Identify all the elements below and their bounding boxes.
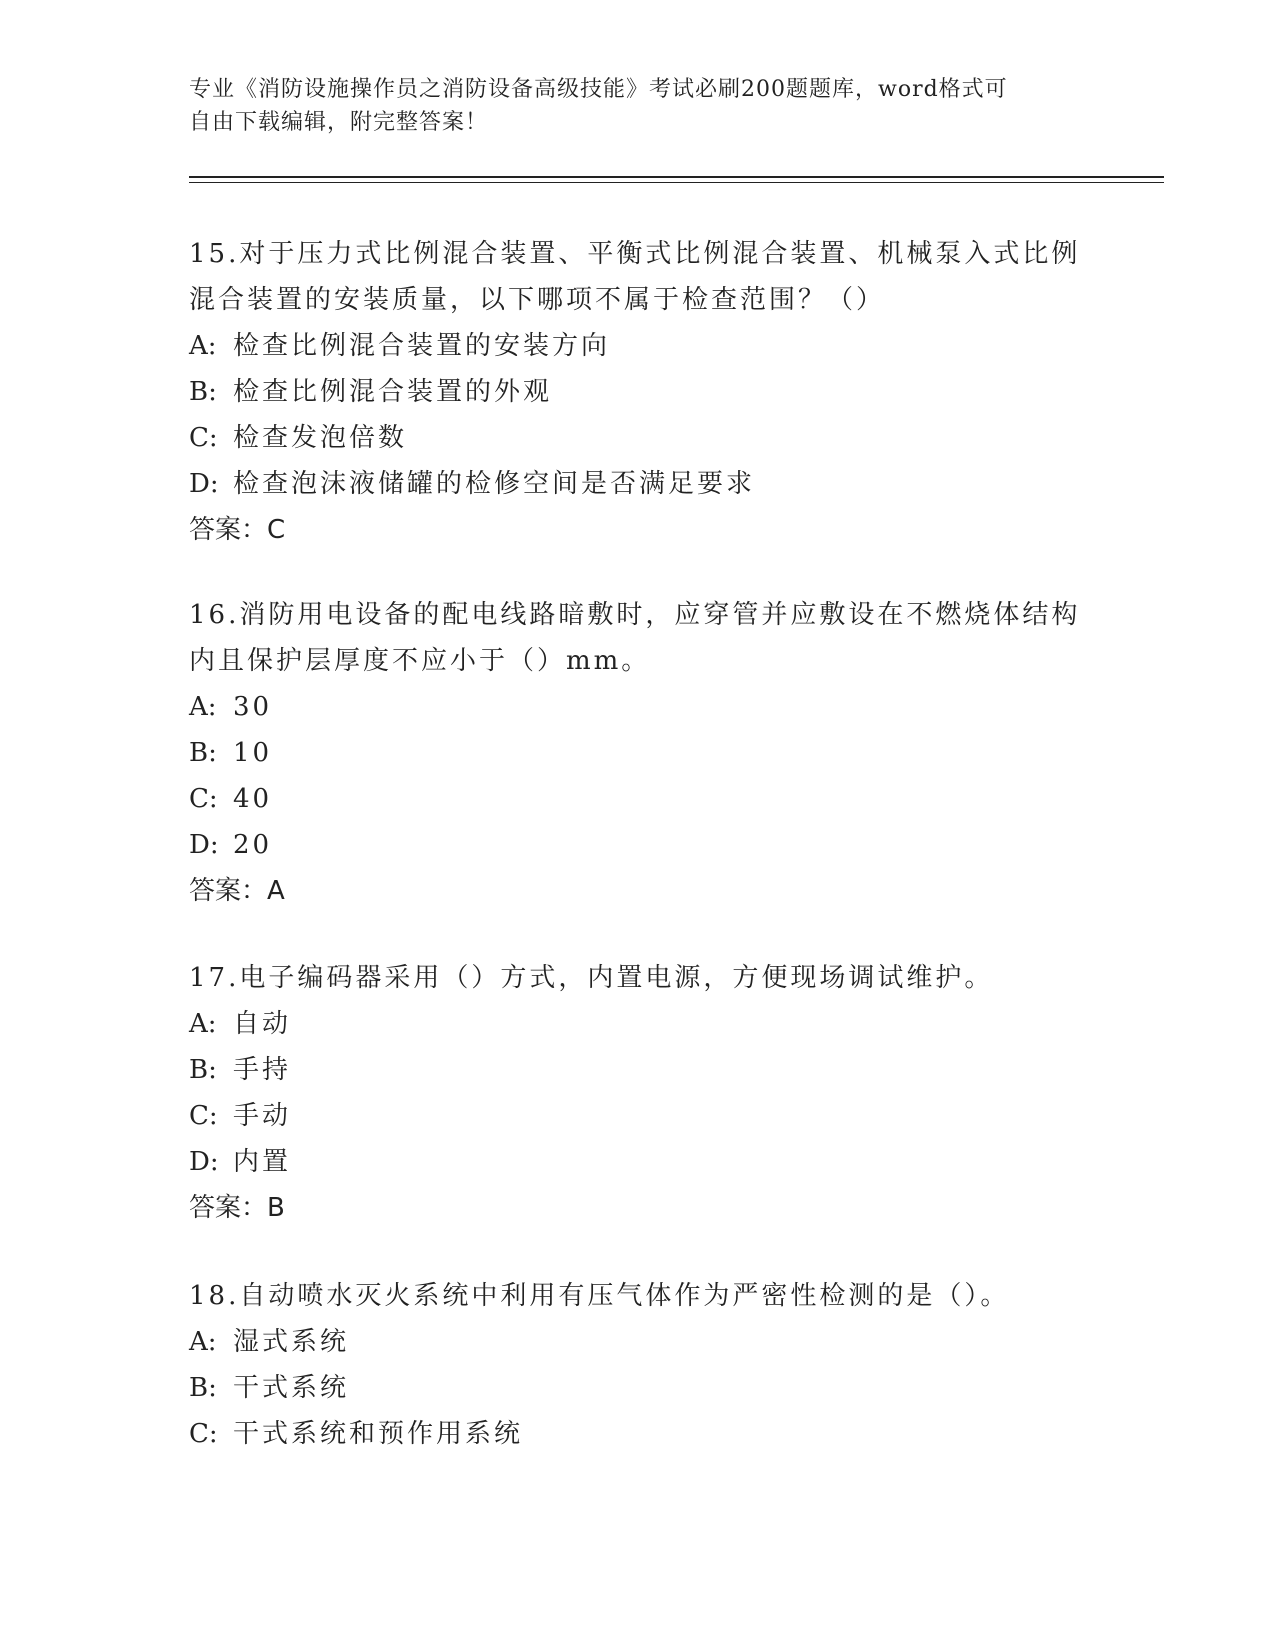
option-b bbox=[189, 1047, 1089, 1093]
answer: 答案：A bbox=[189, 876, 285, 906]
option-c bbox=[189, 1093, 1089, 1139]
question-stem-line: 混合装置的安装质量，以下哪项不属于检查范围？（） bbox=[189, 285, 886, 315]
question-stem-line: 18.自动喷水灭火系统中利用有压气体作为严密性检测的是（）。 bbox=[189, 1281, 1010, 1311]
question-stem-line: 15.对于压力式比例混合装置、平衡式比例混合装置、机械泵入式比例 bbox=[189, 239, 1081, 269]
option-letter: A: bbox=[189, 692, 217, 722]
question-stem-line: 17.电子编码器采用（）方式，内置电源，方便现场调试维护。 bbox=[189, 963, 994, 993]
option-text: 40 bbox=[233, 784, 273, 814]
option-text: 自动 bbox=[233, 1009, 292, 1039]
option-text: 干式系统 bbox=[233, 1373, 350, 1403]
option-text: 内置 bbox=[233, 1147, 292, 1177]
option-d bbox=[189, 1139, 1089, 1185]
option-letter: C: bbox=[189, 1101, 218, 1131]
question-15 bbox=[189, 231, 1089, 553]
question-stem-line: 内且保护层厚度不应小于（）mm。 bbox=[189, 646, 651, 676]
option-text: 30 bbox=[233, 692, 273, 722]
option-letter: B: bbox=[189, 738, 217, 768]
question-stem bbox=[189, 955, 1089, 1001]
option-text: 检查发泡倍数 bbox=[233, 423, 408, 453]
answer: 答案：B bbox=[189, 1193, 285, 1223]
option-c bbox=[189, 776, 1089, 822]
header-line-2: 自由下载编辑，附完整答案！ bbox=[189, 110, 489, 135]
question-stem bbox=[189, 1273, 1089, 1319]
option-text: 干式系统和预作用系统 bbox=[233, 1419, 524, 1449]
option-letter: D: bbox=[189, 1147, 219, 1177]
option-letter: B: bbox=[189, 1055, 217, 1085]
question-16 bbox=[189, 592, 1089, 914]
option-letter: A: bbox=[189, 1327, 217, 1357]
option-letter: C: bbox=[189, 1419, 218, 1449]
option-text: 检查泡沫液储罐的检修空间是否满足要求 bbox=[233, 469, 756, 499]
question-stem-line: 16.消防用电设备的配电线路暗敷时，应穿管并应敷设在不燃烧体结构 bbox=[189, 600, 1081, 630]
option-letter: D: bbox=[189, 830, 219, 860]
header-divider-thin bbox=[189, 182, 1164, 183]
option-c bbox=[189, 415, 1089, 461]
option-letter: D: bbox=[189, 469, 219, 499]
document-header bbox=[189, 73, 1089, 139]
option-text: 10 bbox=[233, 738, 273, 768]
option-text: 20 bbox=[233, 830, 273, 860]
option-d bbox=[189, 822, 1089, 868]
option-letter: A: bbox=[189, 331, 217, 361]
option-a bbox=[189, 1319, 1089, 1365]
option-text: 手动 bbox=[233, 1101, 292, 1131]
option-c bbox=[189, 1411, 1089, 1457]
option-letter: C: bbox=[189, 423, 218, 453]
question-stem bbox=[189, 231, 1089, 323]
option-text: 手持 bbox=[233, 1055, 292, 1085]
option-a bbox=[189, 1001, 1089, 1047]
option-letter: C: bbox=[189, 784, 218, 814]
answer: 答案：C bbox=[189, 515, 286, 545]
question-17 bbox=[189, 955, 1089, 1231]
option-d bbox=[189, 461, 1089, 507]
header-divider-thick bbox=[189, 176, 1164, 178]
option-b bbox=[189, 730, 1089, 776]
question-18 bbox=[189, 1273, 1089, 1457]
option-text: 检查比例混合装置的外观 bbox=[233, 377, 553, 407]
option-b bbox=[189, 369, 1089, 415]
option-a bbox=[189, 684, 1089, 730]
option-letter: B: bbox=[189, 1373, 217, 1403]
header-line-1: 专业《消防设施操作员之消防设备高级技能》考试必刷200题题库，word格式可 bbox=[189, 77, 1008, 102]
option-letter: B: bbox=[189, 377, 217, 407]
option-text: 湿式系统 bbox=[233, 1327, 350, 1357]
option-b bbox=[189, 1365, 1089, 1411]
option-letter: A: bbox=[189, 1009, 217, 1039]
question-stem bbox=[189, 592, 1089, 684]
option-text: 检查比例混合装置的安装方向 bbox=[233, 331, 611, 361]
option-a bbox=[189, 323, 1089, 369]
